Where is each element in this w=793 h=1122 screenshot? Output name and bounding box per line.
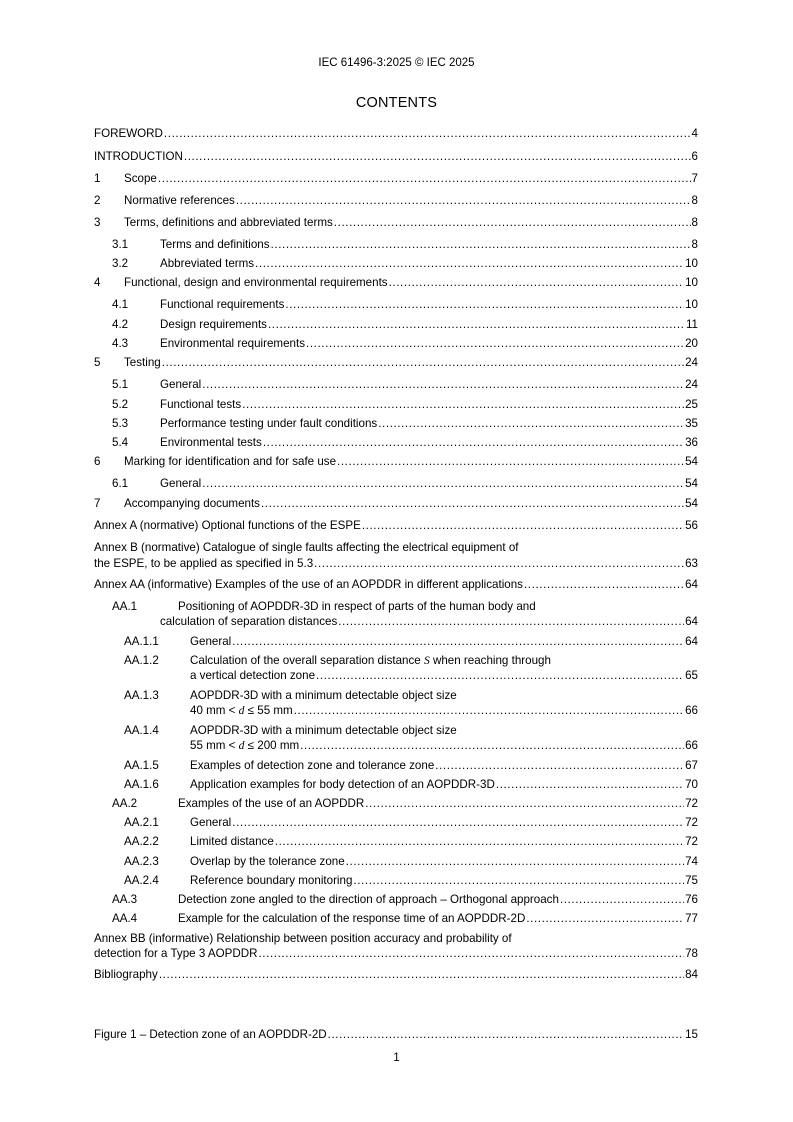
toc-number: 7	[94, 497, 101, 510]
toc-number: AA.3	[112, 893, 138, 906]
toc-number: AA.1.3	[124, 689, 159, 702]
toc-label: General	[160, 378, 202, 391]
toc-entry-aa-3[interactable]	[94, 893, 698, 906]
toc-label: a vertical detection zone	[190, 669, 316, 682]
toc-label: Marking for identification and for safe use	[124, 455, 337, 468]
toc-number: 2	[94, 194, 101, 207]
toc-entry-5-3[interactable]	[94, 417, 698, 430]
toc-entry-aa-1-4[interactable]	[94, 724, 698, 752]
running-header: IEC 61496-3:2025 © IEC 2025	[318, 57, 475, 69]
toc-label: Scope	[124, 172, 157, 185]
toc-entry-annex-bb[interactable]	[94, 932, 698, 960]
toc-entry-annex-a[interactable]	[94, 519, 698, 532]
toc-label: the ESPE, to be applied as specified in 5.3	[94, 557, 314, 570]
toc-page: 6	[691, 150, 698, 163]
toc-page: 84	[685, 968, 698, 981]
toc-label: Limited distance	[190, 835, 274, 848]
toc-number: AA.1.4	[124, 724, 159, 737]
toc-entry-aa-4[interactable]	[94, 912, 698, 925]
toc-page: 72	[685, 816, 698, 829]
toc-number: AA.1.6	[124, 778, 159, 791]
toc-label: Testing	[124, 356, 161, 369]
toc-label: Functional, design and environmental requirements	[124, 276, 388, 289]
toc-label: Terms and definitions	[160, 238, 270, 251]
toc-number: 5.4	[112, 436, 129, 449]
toc-label: Functional requirements	[160, 298, 285, 311]
toc-entry-foreword[interactable]	[94, 127, 698, 140]
toc-page: 70	[685, 778, 698, 791]
toc-page: 24	[685, 378, 698, 391]
toc-entry-6-1[interactable]	[94, 477, 698, 490]
toc-number: AA.2.2	[124, 835, 159, 848]
toc-entry-aa-1[interactable]	[94, 600, 698, 628]
toc-entry-5-2[interactable]	[94, 398, 698, 411]
toc-page: 64	[685, 615, 698, 628]
toc-page: 11	[685, 318, 698, 331]
toc-entry-1[interactable]	[94, 172, 698, 185]
toc-label: Normative references	[124, 194, 235, 207]
toc-page: 24	[685, 356, 698, 369]
toc-label: INTRODUCTION	[94, 150, 183, 163]
figure-page: 15	[685, 1028, 698, 1041]
toc-number: AA.2.4	[124, 874, 159, 887]
toc-label: Reference boundary monitoring	[190, 874, 353, 887]
toc-number: AA.2.3	[124, 855, 159, 868]
toc-entry-aa-2-3[interactable]	[94, 855, 698, 868]
toc-number: 4.3	[112, 337, 129, 350]
toc-entry-7[interactable]	[94, 497, 698, 510]
toc-number: 5.3	[112, 417, 129, 430]
toc-label: Functional tests	[160, 398, 242, 411]
toc-page: 63	[685, 557, 698, 570]
toc-entry-3-2[interactable]	[94, 257, 698, 270]
toc-label: Accompanying documents	[124, 497, 260, 510]
toc-page: 20	[685, 337, 698, 350]
toc-entry-annex-aa[interactable]	[94, 578, 698, 591]
toc-number: 6	[94, 455, 101, 468]
toc-page: 76	[685, 893, 698, 906]
toc-entry-2[interactable]	[94, 194, 698, 207]
toc-number: 3.2	[112, 257, 129, 270]
toc-entry-aa-1-1[interactable]	[94, 635, 698, 648]
toc-page: 54	[685, 455, 698, 468]
toc-page: 66	[685, 739, 698, 752]
toc-number: 4.1	[112, 298, 129, 311]
toc-entry-5[interactable]	[94, 356, 698, 369]
toc-page: 77	[685, 912, 698, 925]
toc-number: 4	[94, 276, 101, 289]
toc-label: Application examples for body detection of an AOPDDR-3D	[190, 778, 495, 791]
toc-label-line1: Annex BB (informative) Relationship between position accuracy and probability of	[94, 932, 512, 945]
toc-page: 54	[685, 477, 698, 490]
toc-label: 55 mm < d ≤ 200 mm	[190, 739, 300, 752]
toc-entry-annex-b[interactable]	[94, 541, 698, 570]
toc-label: Annex A (normative) Optional functions of the ESPE	[94, 519, 361, 532]
toc-page: 75	[685, 874, 698, 887]
toc-page: 54	[685, 497, 698, 510]
toc-number: 5.1	[112, 378, 129, 391]
toc-page: 66	[685, 704, 698, 717]
toc-label: Terms, definitions and abbreviated terms	[124, 216, 333, 229]
page-number: 1	[393, 1051, 400, 1064]
toc-number: 6.1	[112, 477, 129, 490]
toc-number: 3	[94, 216, 101, 229]
toc-entry-bibliography[interactable]	[94, 968, 698, 981]
toc-label: 40 mm < d ≤ 55 mm	[190, 704, 293, 717]
toc-page: 10	[685, 257, 698, 270]
toc-page: 65	[685, 669, 698, 682]
toc-entry-aa-1-5[interactable]	[94, 759, 698, 772]
toc-label: Design requirements	[160, 318, 267, 331]
toc-entry-6[interactable]	[94, 455, 698, 468]
toc-page: 67	[685, 759, 698, 772]
toc-number: AA.2	[112, 797, 138, 810]
toc-entry-introduction[interactable]	[94, 150, 698, 163]
toc-label: Examples of the use of an AOPDDR	[178, 797, 365, 810]
toc-page: 8	[691, 194, 698, 207]
toc-page: 56	[685, 519, 698, 532]
toc-page: 10	[685, 298, 698, 311]
toc-entry-aa-2[interactable]	[94, 797, 698, 810]
figure-label: Figure 1 – Detection zone of an AOPDDR-2D	[94, 1028, 327, 1041]
toc-label: Examples of detection zone and tolerance zone	[190, 759, 435, 772]
toc-entry-4-1[interactable]	[94, 298, 698, 311]
toc-entry-4-3[interactable]	[94, 337, 698, 350]
toc-page: 10	[685, 276, 698, 289]
toc-page: 64	[685, 578, 698, 591]
toc-label: Abbreviated terms	[160, 257, 255, 270]
toc-page: 8	[691, 238, 698, 251]
toc-label-line1: Positioning of AOPDDR-3D in respect of parts of the human body and	[178, 600, 536, 613]
page-title: CONTENTS	[355, 95, 438, 111]
list-of-figures	[94, 1028, 698, 1041]
toc-entry-aa-1-6[interactable]	[94, 778, 698, 791]
toc-entry-4-2[interactable]	[94, 318, 698, 331]
toc-entry-4[interactable]	[94, 276, 698, 289]
toc-page: 78	[685, 947, 698, 960]
toc-number: 1	[94, 172, 101, 185]
toc-entry-aa-1-3[interactable]	[94, 689, 698, 717]
toc-number: AA.1.5	[124, 759, 159, 772]
toc-label: General	[190, 816, 232, 829]
toc-page: 8	[691, 216, 698, 229]
toc-label-line1: Annex B (normative) Catalogue of single faults affecting the electrical equipment of	[94, 541, 519, 554]
toc-page: 74	[685, 855, 698, 868]
toc-entry-3[interactable]	[94, 216, 698, 229]
toc-page: 72	[685, 797, 698, 810]
toc-entry-3-1[interactable]	[94, 238, 698, 251]
toc-label: Annex AA (informative) Examples of the use of an AOPDDR in different applications	[94, 578, 523, 591]
toc-label-line1: Calculation of the overall separation distance S when reaching through	[190, 654, 551, 667]
toc-number: 3.1	[112, 238, 129, 251]
toc-entry-aa-1-2[interactable]	[94, 654, 698, 682]
toc-page: 72	[685, 835, 698, 848]
toc-number: 5.2	[112, 398, 129, 411]
toc-label: calculation of separation distances	[160, 615, 338, 628]
toc-entry-aa-2-1[interactable]	[94, 816, 698, 829]
toc-number: AA.1.1	[124, 635, 159, 648]
toc-number: AA.2.1	[124, 816, 159, 829]
toc-page: 36	[685, 436, 698, 449]
toc-entry-5-4[interactable]	[94, 436, 698, 449]
toc-number: 5	[94, 356, 101, 369]
toc-page: 35	[685, 417, 698, 430]
toc-label: General	[190, 635, 232, 648]
figure-entry[interactable]	[94, 1028, 698, 1041]
toc-number: AA.1	[112, 600, 138, 613]
toc-label: Detection zone angled to the direction of approach – Orthogonal approach	[178, 893, 559, 906]
toc-label: Environmental requirements	[160, 337, 305, 350]
toc-label-line1: AOPDDR-3D with a minimum detectable object size	[190, 724, 457, 737]
toc-label: FOREWORD	[94, 127, 163, 140]
toc-page: 64	[685, 635, 698, 648]
toc-label: detection for a Type 3 AOPDDR	[94, 947, 258, 960]
toc-number: AA.1.2	[124, 654, 159, 667]
toc-label: Environmental tests	[160, 436, 262, 449]
toc-label: Bibliography	[94, 968, 158, 981]
toc-page: 25	[685, 398, 698, 411]
toc-label: Example for the calculation of the response time of an AOPDDR-2D	[178, 912, 526, 925]
toc-number: 4.2	[112, 318, 129, 331]
toc-entry-aa-2-2[interactable]	[94, 835, 698, 848]
toc-page: 7	[691, 172, 698, 185]
toc-entry-aa-2-4[interactable]	[94, 874, 698, 887]
toc-page: 4	[691, 127, 698, 140]
toc-label: Overlap by the tolerance zone	[190, 855, 345, 868]
toc-entry-5-1[interactable]	[94, 378, 698, 391]
toc-label: Performance testing under fault conditions	[160, 417, 378, 430]
toc-label-line1: AOPDDR-3D with a minimum detectable object size	[190, 689, 457, 702]
toc-label: General	[160, 477, 202, 490]
toc-number: AA.4	[112, 912, 138, 925]
